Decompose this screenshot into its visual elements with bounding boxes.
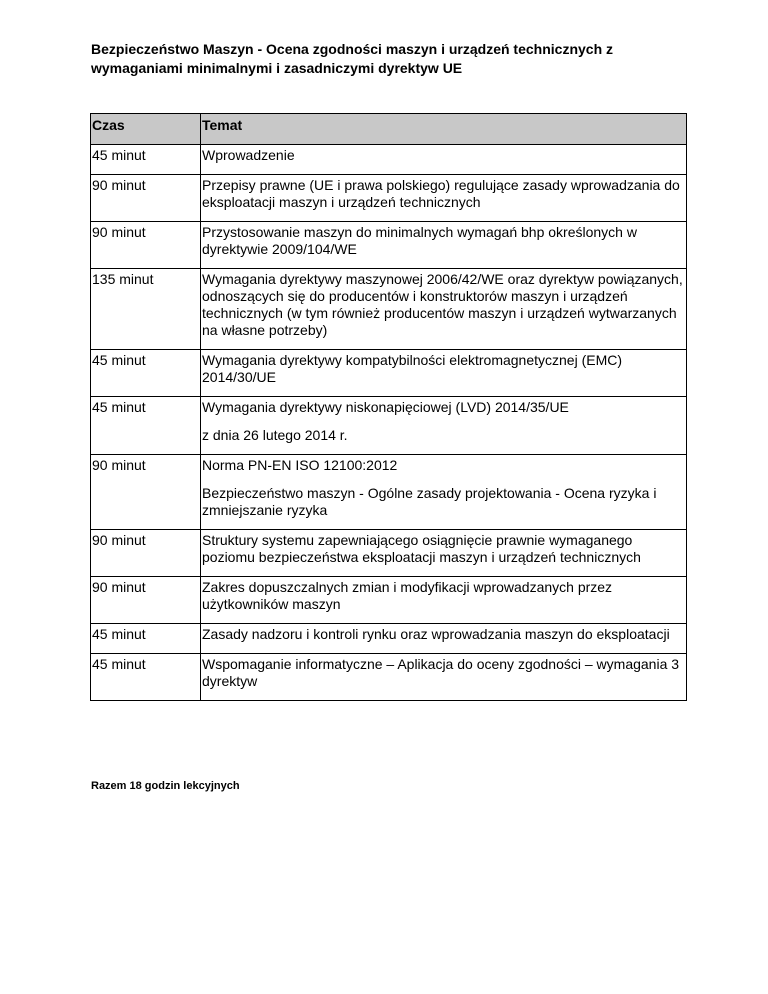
topic-text: Przepisy prawne (UE i prawa polskiego) regulujące zasady wprowadzania do eksploatacji maszyn i urządzeń technicznych: [202, 177, 680, 210]
table-row: [91, 455, 687, 530]
row-time: 90 minut: [91, 222, 201, 269]
topic-text: Wprowadzenie: [202, 147, 295, 163]
topic-text: Zakres dopuszczalnych zmian i modyfikacji wprowadzanych przez użytkowników maszyn: [202, 579, 613, 612]
row-topic: [201, 397, 687, 455]
column-header-topic: Temat: [201, 114, 687, 145]
table-row: [91, 624, 687, 654]
table-row: [91, 530, 687, 577]
topic-text: Wspomaganie informatyczne – Aplikacja do oceny zgodności – wymagania 3 dyrektyw: [202, 656, 680, 689]
row-topic: [201, 145, 687, 175]
topic-text: Przystosowanie maszyn do minimalnych wymagań bhp określonych w dyrektywie 2009/104/WE: [202, 224, 637, 257]
topic-text: Wymagania dyrektywy niskonapięciowej (LVD) 2014/35/UE: [202, 399, 569, 415]
topic-note: z dnia 26 lutego 2014 r.: [202, 427, 348, 443]
row-topic: [201, 269, 687, 350]
row-time: 45 minut: [91, 397, 201, 455]
topic-note: Bezpieczeństwo maszyn - Ogólne zasady projektowania - Ocena ryzyka i zmniejszanie ryzyka: [202, 485, 657, 518]
table-row: [91, 654, 687, 701]
row-topic: [201, 175, 687, 222]
topic-text: Wymagania dyrektywy kompatybilności elektromagnetycznej (EMC) 2014/30/UE: [202, 352, 623, 385]
document-title-line-1: Bezpieczeństwo Maszyn - Ocena zgodności maszyn i urządzeń technicznych z: [91, 41, 614, 57]
row-time: 45 minut: [91, 350, 201, 397]
table-row: [91, 222, 687, 269]
table-row: [91, 577, 687, 624]
topic-text: Wymagania dyrektywy maszynowej 2006/42/WE oraz dyrektyw powiązanych, odnoszących się do producentów i konstruktorów maszyn i urządzeń technicznych (w tym również producentów maszyn i urządzeń wytwarzanych na własne potrzeby): [202, 271, 683, 338]
row-topic: [201, 577, 687, 624]
topic-text: Norma PN-EN ISO 12100:2012: [202, 457, 398, 473]
row-time: 90 minut: [91, 175, 201, 222]
row-topic: [201, 350, 687, 397]
row-time: 135 minut: [91, 269, 201, 350]
table-row: [91, 350, 687, 397]
schedule-table: [90, 113, 687, 701]
total-hours: Razem 18 godzin lekcyjnych: [91, 780, 240, 792]
row-time: 90 minut: [91, 530, 201, 577]
document-title: [91, 40, 691, 78]
row-time: 45 minut: [91, 624, 201, 654]
table-row: [91, 145, 687, 175]
row-time: 45 minut: [91, 145, 201, 175]
row-topic: [201, 654, 687, 701]
row-time: 90 minut: [91, 455, 201, 530]
row-topic: [201, 455, 687, 530]
document-title-line-2: wymaganiami minimalnymi i zasadniczymi dyrektyw UE: [91, 60, 463, 76]
topic-text: Struktury systemu zapewniającego osiągnięcie prawnie wymaganego poziomu bezpieczeństwa eksploatacji maszyn i urządzeń technicznych: [202, 532, 641, 565]
row-topic: [201, 530, 687, 577]
row-topic: [201, 222, 687, 269]
table-row: [91, 269, 687, 350]
table-row: [91, 397, 687, 455]
row-time: 45 minut: [91, 654, 201, 701]
column-header-time: Czas: [91, 114, 201, 145]
table-header-row: [91, 114, 687, 145]
row-topic: [201, 624, 687, 654]
row-time: 90 minut: [91, 577, 201, 624]
topic-text: Zasady nadzoru i kontroli rynku oraz wprowadzania maszyn do eksploatacji: [202, 626, 670, 642]
table-row: [91, 175, 687, 222]
